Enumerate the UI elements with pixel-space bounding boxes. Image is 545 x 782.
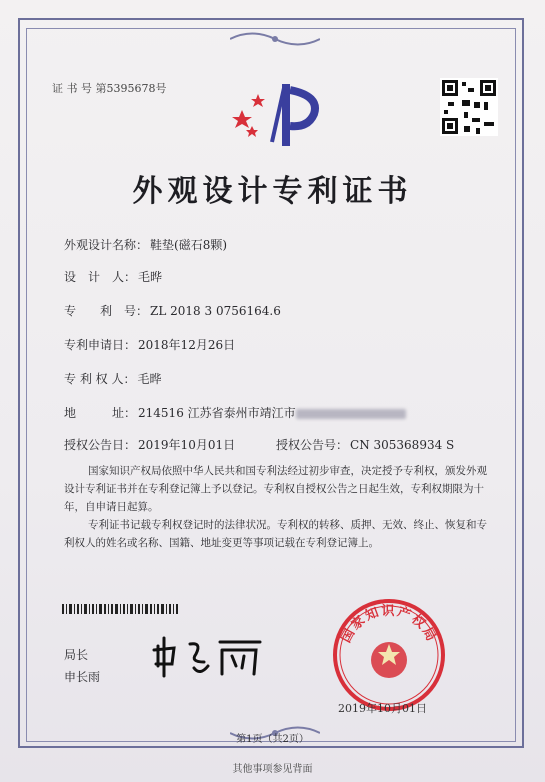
patent-number-row xyxy=(64,302,281,319)
official-seal xyxy=(330,596,448,714)
address-row xyxy=(64,404,406,421)
redacted-address xyxy=(296,409,406,419)
grant-date-label: 授权公告日： xyxy=(64,438,137,452)
grant-number-row xyxy=(276,436,454,453)
owner-value: 毛晔 xyxy=(137,372,162,386)
designer-row xyxy=(64,268,162,285)
handwritten-signature xyxy=(150,632,270,680)
address-value: 214516 江苏省泰州市靖江市 xyxy=(138,406,296,420)
grant-statement: 国家知识产权局依照中华人民共和国专利法经过初步审查，决定授予专利权，颁发外观设计专利证书并在专利登记簿上予以登记。专利权自授权公告之日起生效，专利权期限为十年，自申请日起算。 xyxy=(64,465,487,513)
seal-date: 2019年10月01日 xyxy=(338,702,427,715)
barcode-icon xyxy=(62,604,178,614)
certificate-number: 证 书 号 第5395678号 xyxy=(52,82,167,95)
signature-title: 局长 xyxy=(64,648,89,662)
design-name-row xyxy=(64,236,227,253)
owner-label: 专 利 权 人： xyxy=(64,372,136,386)
qr-code-icon xyxy=(440,78,498,136)
design-name-value: 鞋垫(磁石8颗) xyxy=(150,238,228,252)
designer-label: 设 计 人： xyxy=(64,270,137,284)
owner-row xyxy=(64,370,161,387)
grant-date-row xyxy=(64,436,235,453)
page-title: 外观设计专利证书 xyxy=(132,174,413,209)
top-ornament-icon xyxy=(230,30,320,48)
design-name-label: 外观设计名称： xyxy=(64,238,149,252)
address-label: 地 址： xyxy=(64,406,137,420)
grant-number-value: CN 305368934 S xyxy=(350,438,455,452)
legal-status-statement: 专利证书记载专利权登记时的法律状况。专利权的转移、质押、无效、终止、恢复和专利权人的姓名或名称、国籍、地址变更等事项记载在专利登记簿上。 xyxy=(64,519,487,549)
grant-date-value: 2019年10月01日 xyxy=(138,438,236,452)
apply-date-value: 2018年12月26日 xyxy=(138,338,236,352)
patent-number-label: 专 利 号： xyxy=(64,304,149,318)
grant-number-label: 授权公告号： xyxy=(276,438,349,452)
apply-date-label: 专利申请日： xyxy=(64,338,137,352)
back-note: 其他事项参见背面 xyxy=(232,764,313,775)
page-number: 第1页（共2页） xyxy=(236,734,309,745)
designer-value: 毛晔 xyxy=(138,270,163,284)
signature-name: 申长雨 xyxy=(64,670,101,684)
apply-date-row xyxy=(64,336,235,353)
patent-office-logo-icon xyxy=(232,80,322,150)
patent-number-value: ZL 2018 3 0756164.6 xyxy=(150,304,281,318)
svg-text:国家知识产权局: 国家知识产权局 xyxy=(338,603,440,646)
